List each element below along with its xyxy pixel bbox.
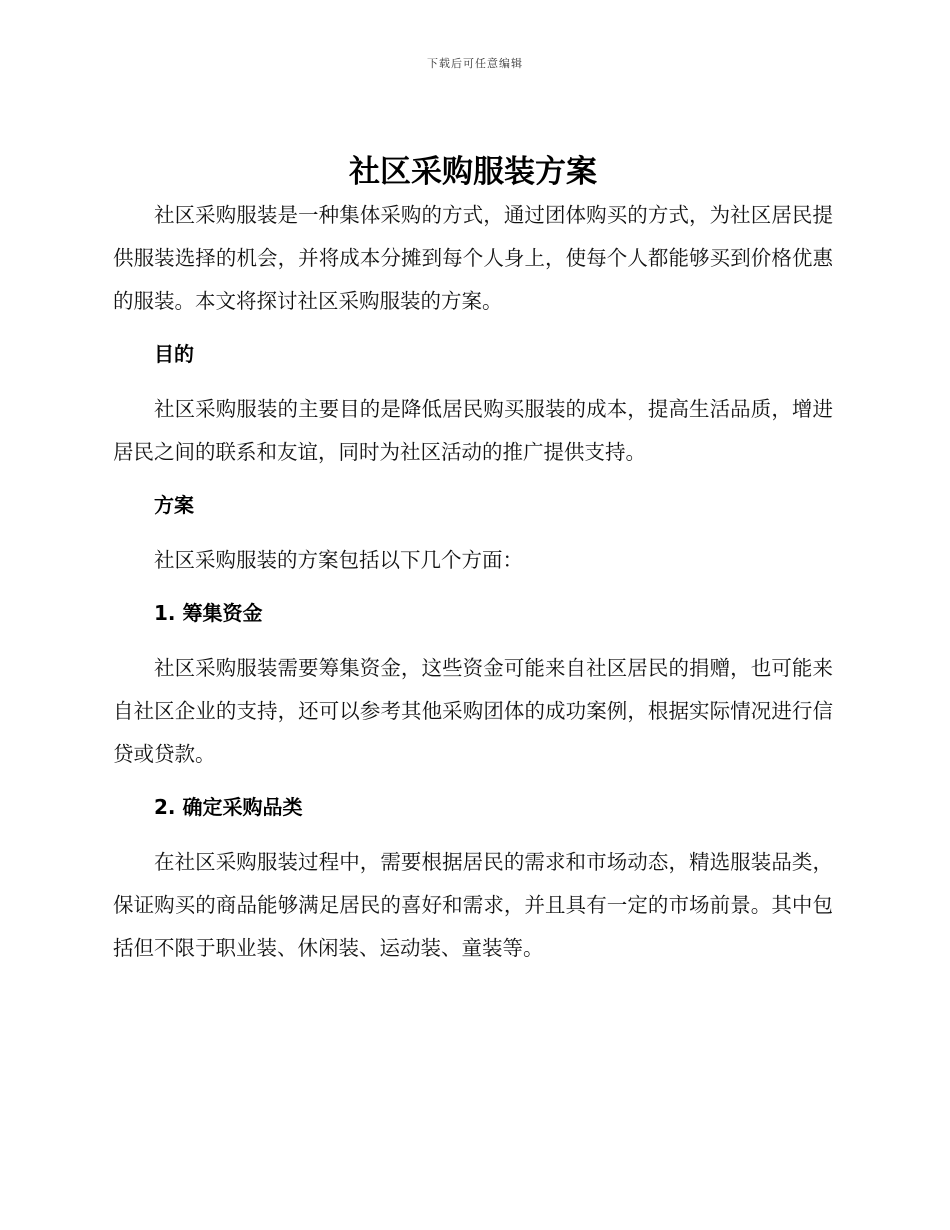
- spacer: [113, 776, 833, 786]
- subsection-2-heading: 2. 确定采购品类: [154, 795, 303, 819]
- spacer: [113, 474, 833, 484]
- document-title: 社区采购服装方案: [349, 154, 597, 190]
- plan-heading: 方案: [154, 493, 194, 517]
- subsection-2-paragraph: 在社区采购服装过程中，需要根据居民的需求和市场动态，精选服装品类，保证购买的商品能够满足居民的喜好和需求，并且具有一定的市场前景。其中包括但不限于职业装、休闲装、运动装、童装等。: [113, 850, 833, 960]
- spacer: [113, 323, 833, 333]
- plan-paragraph: 社区采购服装的方案包括以下几个方面：: [154, 548, 523, 572]
- header-note: 下载后可任意编辑: [427, 57, 523, 70]
- subsection-1-paragraph: 社区采购服装需要筹集资金，这些资金可能来自社区居民的捐赠，也可能来自社区企业的支持，还可以参考其他采购团体的成功案例，根据实际情况进行信贷或贷款。: [113, 656, 833, 766]
- spacer: [113, 376, 833, 388]
- purpose-paragraph: 社区采购服装的主要目的是降低居民购买服装的成本，提高生活品质，增进居民之间的联系和友谊，同时为社区活动的推广提供支持。: [113, 397, 833, 464]
- subsection-1-heading: 1. 筹集资金: [154, 601, 263, 625]
- spacer: [113, 829, 833, 841]
- spacer: [113, 635, 833, 647]
- purpose-heading: 目的: [154, 342, 194, 366]
- intro-paragraph: 社区采购服装是一种集体采购的方式，通过团体购买的方式，为社区居民提供服装选择的机会，并将成本分摊到每个人身上，使每个人都能够买到价格优惠的服装。本文将探讨社区采购服装的方案。: [113, 203, 833, 313]
- document-content: [113, 150, 833, 970]
- spacer: [113, 582, 833, 592]
- spacer: [113, 527, 833, 539]
